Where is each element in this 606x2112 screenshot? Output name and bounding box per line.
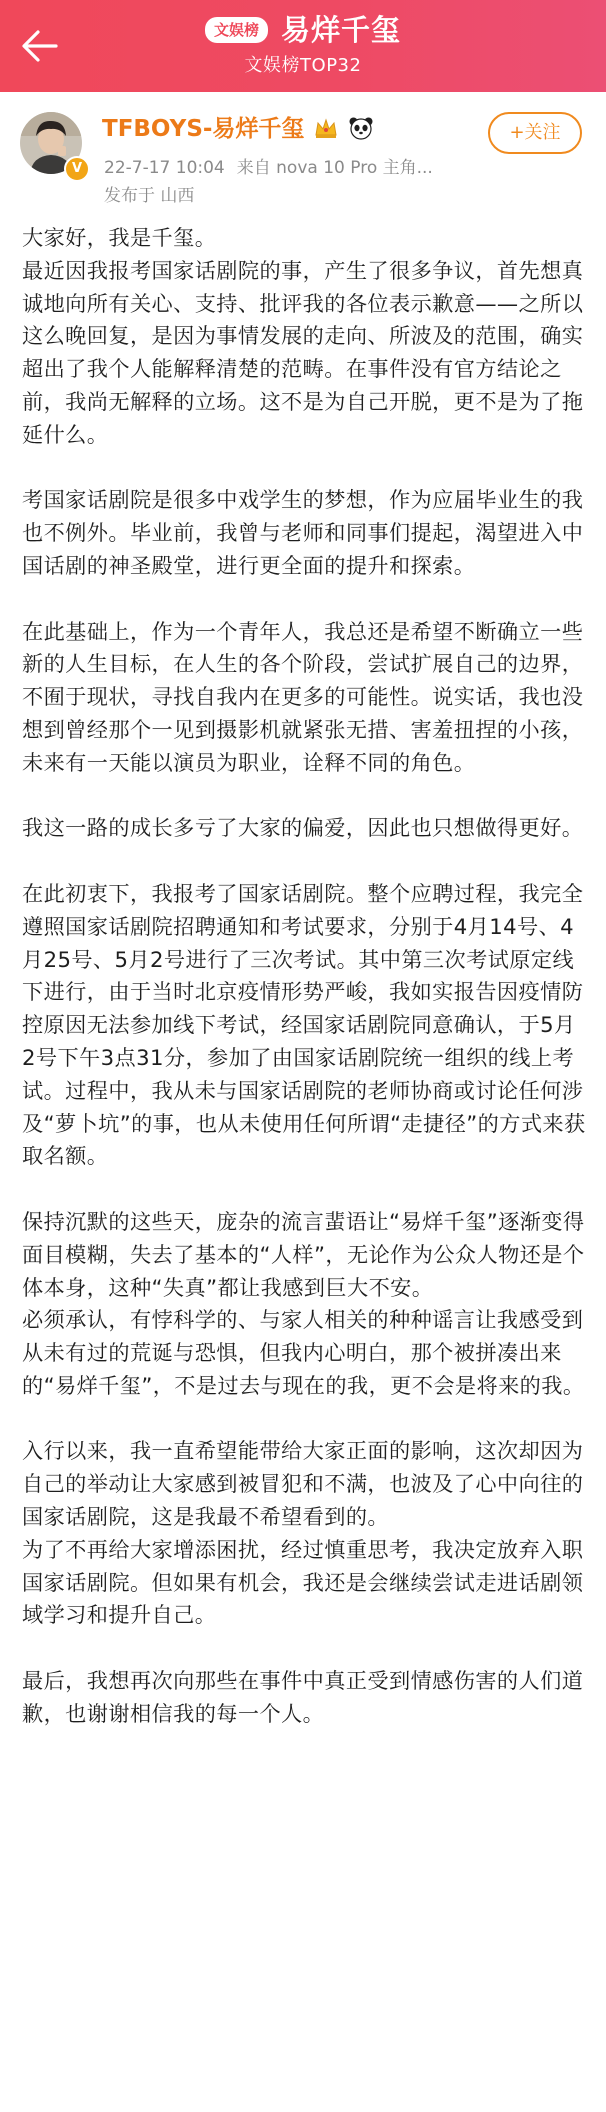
paragraph-spacer (22, 780, 586, 813)
paragraph-spacer (22, 1173, 586, 1206)
user-badges (313, 116, 378, 144)
page-title: 易烊千玺 (281, 13, 402, 47)
title-row (0, 10, 606, 50)
paragraph-spacer (22, 845, 586, 878)
post-author-header (0, 92, 606, 212)
ranking-subtitle[interactable]: 文娱榜TOP32 (244, 55, 362, 76)
follow-button[interactable]: +关注 (488, 112, 582, 154)
crown-icon (313, 116, 339, 144)
paragraph-spacer (22, 1632, 586, 1665)
post-paragraph: 最近因我报考国家话剧院的事，产生了很多争议，首先想真诚地向所有关心、支持、批评我的各位表示歉意——之所以这么晚回复，是因为事情发展的走向、所波及的范围，确实超出了我个人能解释清楚的范畴。在事件没有官方结论之前，我尚无解释的立场。这不是为自己开脱，更不是为了拖延什么。 (22, 257, 584, 447)
post-paragraph: 我这一路的成长多亏了大家的偏爱，因此也只想做得更好。 (22, 815, 584, 841)
ranking-badge[interactable]: 文娱榜 (205, 17, 268, 43)
post-meta (104, 156, 433, 180)
post-location: 发布于 山西 (104, 186, 195, 206)
paragraph-spacer (22, 452, 586, 485)
verified-badge-icon: V (64, 156, 90, 182)
user-name[interactable]: TFBOYS-易烊千玺 (102, 116, 305, 142)
panda-icon (348, 116, 374, 144)
post-timestamp: 22-7-17 10:04 (104, 158, 225, 178)
post-paragraph: 保持沉默的这些天，庞杂的流言蜚语让“易烊千玺”逐渐变得面目模糊，失去了基本的“人样”，无论作为公众人物还是个体本身，这种“失真”都让我感到巨大不安。 (22, 1208, 585, 1300)
post-body (22, 222, 586, 1731)
post-paragraph: 考国家话剧院是很多中戏学生的梦想，作为应届毕业生的我也不例外。毕业前，我曾与老师和同事们提起，渴望进入中国话剧的神圣殿堂，进行更全面的提升和探索。 (22, 487, 584, 578)
post-paragraph: 为了不再给大家增添困扰，经过慎重思考，我决定放弃入职国家话剧院。但如果有机会，我还是会继续尝试走进话剧领域学习和提升自己。 (22, 1536, 584, 1628)
paragraph-spacer (22, 1403, 586, 1436)
paragraph-spacer (22, 583, 586, 616)
post-paragraph: 入行以来，我一直希望能带给大家正面的影响，这次却因为自己的举动让大家感到被冒犯和不满，也波及了心中向往的国家话剧院，这是我最不希望看到的。 (22, 1438, 584, 1530)
post-paragraph: 最后，我想再次向那些在事件中真正受到情感伤害的人们道歉，也谢谢相信我的每一个人。 (22, 1668, 584, 1726)
top-header (0, 0, 606, 92)
post-paragraph: 必须承认，有悖科学的、与家人相关的种种谣言让我感受到从未有过的荒诞与恐惧，但我内心明白，那个被拼凑出来的“易烊千玺”，不是过去与现在的我，更不会是将来的我。 (22, 1307, 585, 1398)
post-paragraph: 在此初衷下，我报考了国家话剧院。整个应聘过程，我完全遵照国家话剧院招聘通知和考试要求，分别于4月14号、4月25号、5月2号进行了三次考试。其中第三次考试原定线下进行，由于当时北京疫情形势严峻，我如实报告因疫情防控原因无法参加线下考试，经国家话剧院同意确认，于5月2号下午3点31分，参加了由国家话剧院统一组织的线上考试。过程中，我从未与国家话剧院的老师协商或讨论任何涉及“萝卜坑”的事，也从未使用任何所谓“走捷径”的方式来获取名额。 (22, 880, 586, 1169)
post-paragraph: 大家好，我是千玺。 (22, 225, 217, 250)
post-paragraph: 在此基础上，作为一个青年人，我总还是希望不断确立一些新的人生目标，在人生的各个阶段，尝试扩展自己的边界，不囿于现状，寻找自我内在更多的可能性。说实话，我也没想到曾经那个一见到摄影机就紧张无措、害羞扭捏的小孩，未来有一天能以演员为职业，诠释不同的角色。 (22, 618, 584, 775)
post-source[interactable]: 来自 nova 10 Pro 主角... (236, 158, 433, 178)
